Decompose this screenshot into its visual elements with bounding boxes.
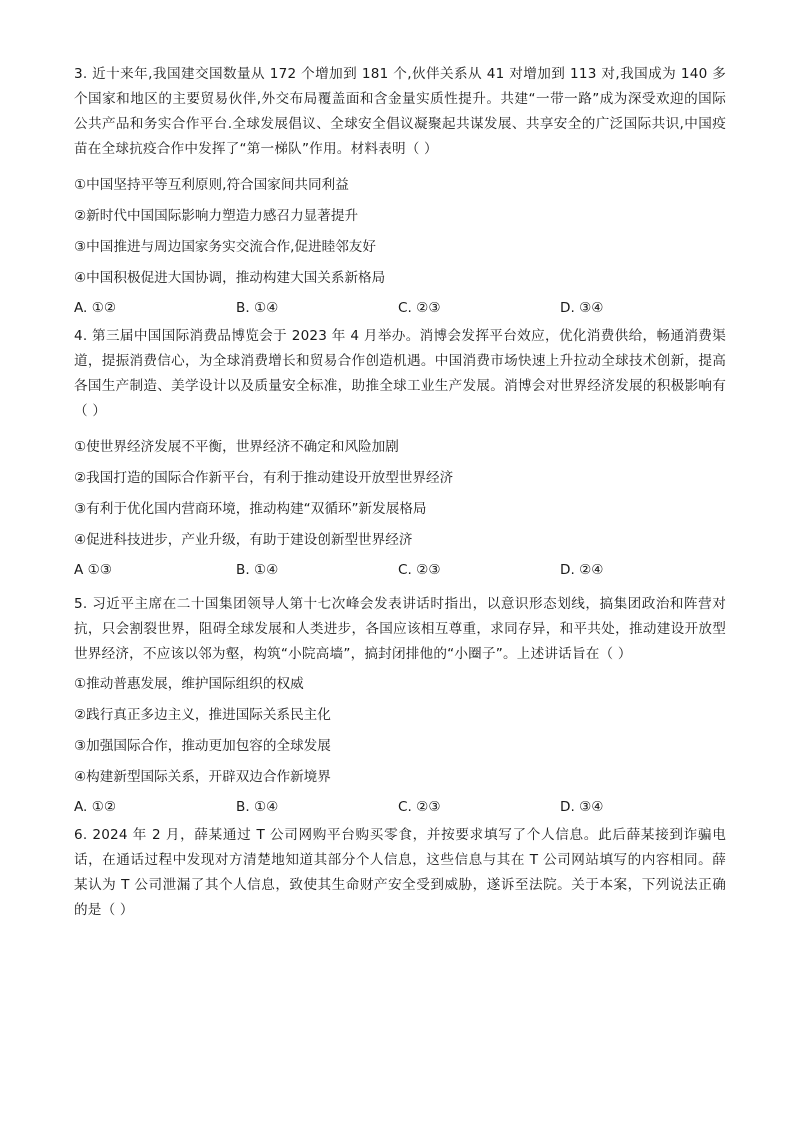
answer-choices (74, 294, 726, 322)
statement-option: ②践行真正多边主义，推进国际关系民主化 (74, 707, 331, 723)
answer-choices (74, 793, 726, 821)
exam-page (74, 62, 726, 923)
statement-option: ②我国打造的国际合作新平台，有利于推动建设开放型世界经济 (74, 470, 454, 486)
question-stem: 3. 近十来年,我国建交国数量从 172 个增加到 181 个,伙伴关系从 41 对增加到 113 对,我国成为 140 多个国家和地区的主要贸易伙伴,外交布局覆盖面和含金量实质性提升。共建“一带一路”成为深受欢迎的国际公共产品和务实合作平台.全球发展倡议、全球安全倡议凝聚起共谋发展、共享安全的广泛国际共识,中国疫苗在全球抗疫合作中发挥了“第一梯队”作用。材料表明（ ） (74, 66, 726, 157)
choice-b[interactable]: B. ①④ (236, 300, 279, 316)
choice-b[interactable]: B. ①④ (236, 799, 279, 815)
question-stem: 5. 习近平主席在二十国集团领导人第十七次峰会发表讲话时指出，以意识形态划线，搞集团政治和阵营对抗，只会割裂世界，阻碍全球发展和人类进步，各国应该相互尊重，求同存异，和平共处，推动建设开放型世界经济，不应该以邻为壑，构筑“小院高墙”，搞封闭排他的“小圈子”。上述讲话旨在（ ） (74, 596, 726, 662)
choice-d[interactable]: D. ③④ (560, 799, 604, 815)
answer-choices (74, 556, 726, 584)
question-6 (74, 821, 726, 923)
statement-option: ②新时代中国国际影响力塑造力感召力显著提升 (74, 208, 359, 224)
statement-option: ③加强国际合作，推动更加包容的全球发展 (74, 738, 331, 754)
choice-b[interactable]: B. ①④ (236, 562, 279, 578)
choice-a[interactable]: A ①③ (74, 562, 112, 578)
choice-c[interactable]: C. ②③ (398, 562, 441, 578)
statement-option: ③中国推进与周边国家务实交流合作,促进睦邻友好 (74, 239, 376, 255)
statement-option: ①使世界经济发展不平衡，世界经济不确定和风险加剧 (74, 439, 399, 455)
choice-d[interactable]: D. ③④ (560, 300, 604, 316)
choice-d[interactable]: D. ②④ (560, 562, 604, 578)
statement-option: ④构建新型国际关系，开辟双边合作新境界 (74, 769, 331, 785)
statement-option: ④中国积极促进大国协调，推动构建大国关系新格局 (74, 270, 386, 286)
statement-option: ①中国坚持平等互利原则,符合国家间共同利益 (74, 177, 349, 193)
question-3 (74, 62, 726, 322)
statement-option: ③有利于优化国内营商环境，推动构建“双循环”新发展格局 (74, 501, 427, 517)
question-4 (74, 322, 726, 584)
choice-a[interactable]: A. ①② (74, 300, 117, 316)
choice-c[interactable]: C. ②③ (398, 300, 441, 316)
question-stem: 6. 2024 年 2 月，薛某通过 T 公司网购平台购买零食，并按要求填写了个人信息。此后薛某接到诈骗电话，在通话过程中发现对方清楚地知道其部分个人信息，这些信息与其在 T 公司网站填写的内容相同。薛某认为 T 公司泄漏了其个人信息，致使其生命财产安全受到威胁，遂诉至法院。关于本案，下列说法正确的是（ ） (74, 827, 726, 918)
statement-option: ①推动普惠发展，维护国际组织的权威 (74, 676, 304, 692)
statement-option: ④促进科技进步，产业升级，有助于建设创新型世界经济 (74, 532, 413, 548)
question-stem: 4. 第三届中国国际消费品博览会于 2023 年 4 月举办。消博会发挥平台效应，优化消费供给，畅通消费渠道，提振消费信心，为全球消费增长和贸易合作创造机遇。中国消费市场快速上升拉动全球技术创新，提高各国生产制造、美学设计以及质量安全标准，助推全球工业生产发展。消博会对世界经济发展的积极影响有（ ） (74, 328, 726, 419)
choice-c[interactable]: C. ②③ (398, 799, 441, 815)
question-5 (74, 584, 726, 821)
choice-a[interactable]: A. ①② (74, 799, 117, 815)
